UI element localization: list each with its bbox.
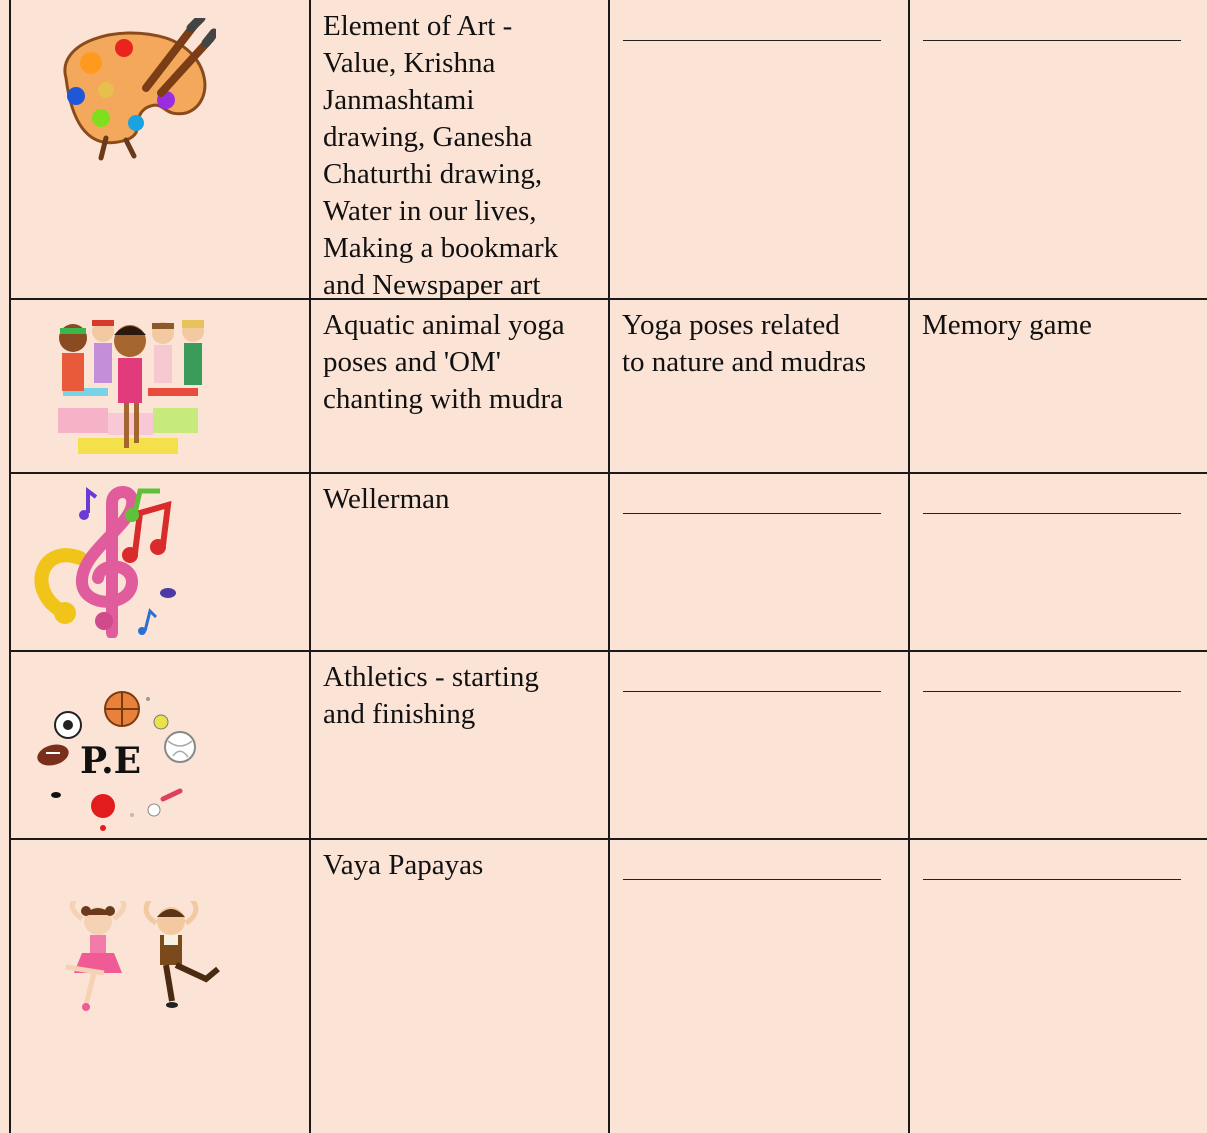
pe-sports-icon: [28, 691, 208, 831]
icon-cell: [10, 0, 309, 298]
activity-text: Aquatic animal yoga poses and 'OM' chanting with mudra: [323, 309, 565, 415]
activity-cell: [310, 651, 608, 838]
col4-text: Memory game: [922, 309, 1092, 341]
col3-text: Yoga poses related to nature and mudras: [622, 309, 867, 378]
fill-in-blank-line: [923, 513, 1181, 514]
activity-cell: [310, 473, 608, 650]
icon-cell: [10, 651, 309, 838]
table-row: [0, 0, 1207, 301]
blank-cell: [909, 473, 1207, 650]
activity-cell: [310, 0, 608, 301]
fill-in-blank-line: [623, 879, 881, 880]
icon-cell: [10, 299, 309, 472]
table-row: [0, 299, 1207, 472]
icon-cell: [10, 839, 309, 1133]
icon-cell: [10, 473, 309, 650]
text-cell: [609, 299, 908, 472]
fill-in-blank-line: [623, 40, 881, 41]
blank-cell: [609, 839, 908, 1133]
fill-in-blank-line: [623, 691, 881, 692]
activity-cell: [310, 299, 608, 472]
activity-text: Vaya Papayas: [323, 849, 484, 881]
kids-yoga-icon: [48, 313, 208, 458]
table-row: [0, 473, 1207, 650]
blank-cell: [609, 651, 908, 838]
blank-cell: [909, 839, 1207, 1133]
fill-in-blank-line: [923, 691, 1181, 692]
blank-cell: [909, 0, 1207, 298]
activity-text: Athletics - starting and finishing: [323, 661, 539, 730]
art-palette-icon: [46, 18, 216, 163]
table-row: [0, 651, 1207, 838]
fill-in-blank-line: [923, 40, 1181, 41]
dancing-kids-icon: [46, 901, 226, 1011]
activity-text: Wellerman: [323, 483, 450, 515]
blank-cell: [609, 0, 908, 298]
text-cell: [909, 299, 1207, 472]
music-notes-icon: [20, 483, 180, 638]
blank-cell: [609, 473, 908, 650]
pe-label: P.E: [80, 740, 142, 782]
blank-cell: [909, 651, 1207, 838]
activity-cell: [310, 839, 608, 1133]
fill-in-blank-line: [623, 513, 881, 514]
table-row: [0, 839, 1207, 1133]
fill-in-blank-line: [923, 879, 1181, 880]
activity-text: Element of Art - Value, Krishna Janmashtami drawing, Ganesha Chaturthi drawing, Water in our lives, Making a bookmark and Newspaper art: [323, 10, 559, 301]
